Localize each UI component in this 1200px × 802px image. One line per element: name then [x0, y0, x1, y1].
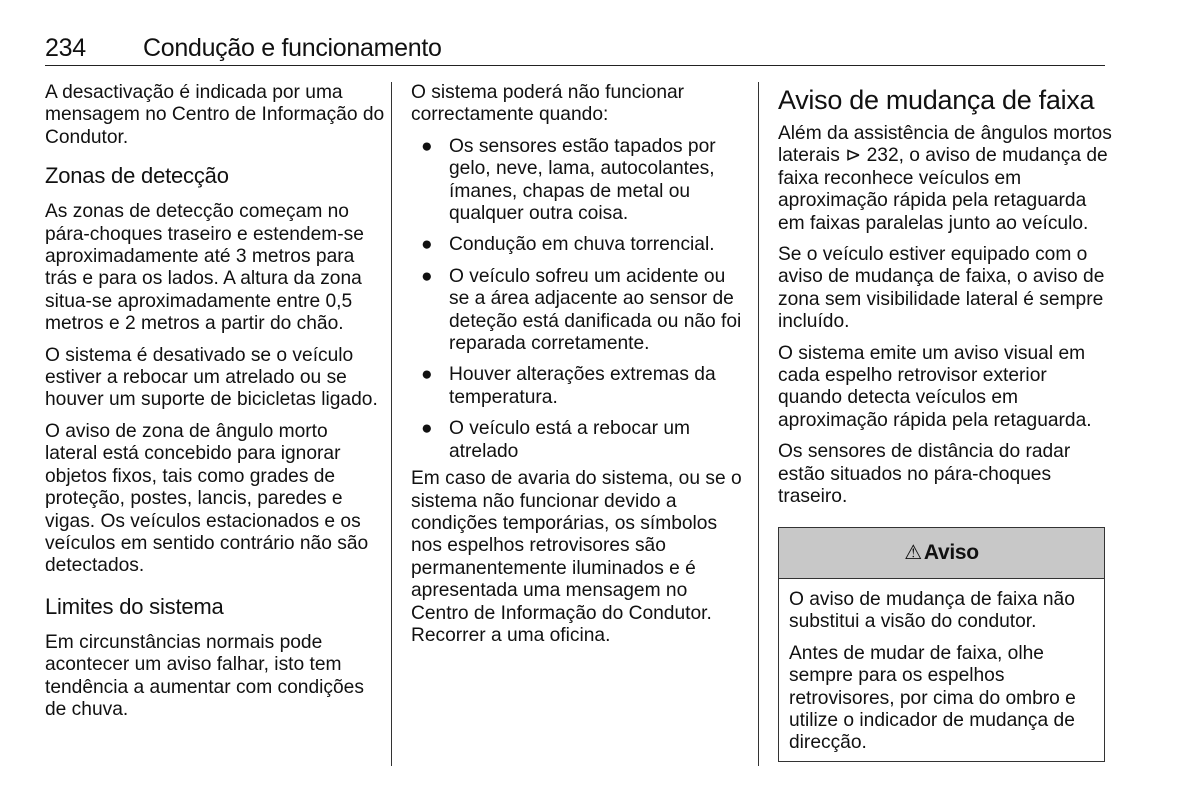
list-item: ● Houver alterações extremas da temperatura. [421, 364, 716, 408]
list-item: ● O veículo sofreu um acidente ou se a área adjacente ao sensor de deteção está danificada ou não foi reparada corretamente. [421, 265, 742, 355]
paragraph-zones: As zonas de detecção começam no pára-choques traseiro e estendem-se aproximadamente até 3 metros para trás e para os lados. A altura da zona situa-se aproximadamente entre 0,5 metros e 2 metros a partir do chão. [45, 201, 364, 335]
bullet-icon: ● [421, 265, 433, 287]
paragraph-intro-malfunction: O sistema poderá não funcionar correctamente quando: [411, 82, 685, 126]
paragraph-equipped: Se o veículo estiver equipado com o aviso de mudança de faixa, o aviso de zona sem visibilidade lateral é sempre incluído. [778, 244, 1105, 333]
paragraph-fixed-objects: O aviso de zona de ângulo morto lateral está concebido para ignorar objetos fixos, tais como grades de proteção, postes, lancis, paredes e vigas. Os veículos estacionados e os veículos em sentido contrário não são detectados. [45, 420, 369, 577]
column-divider [758, 82, 759, 766]
list-item: ● Condução em chuva torrencial. [421, 234, 715, 256]
paragraph-rain: Em circunstâncias normais pode acontecer um aviso falhar, isto tem tendência a aumentar com condições de chuva. [45, 631, 364, 720]
section-title: Condução e funcionamento [143, 34, 442, 62]
paragraph-system-fault: Em caso de avaria do sistema, ou se o sistema não funcionar devido a condições temporárias, os símbolos nos espelhos retrovisores são permanentemente iluminados e é apresentada uma mensagem no Centro de Informação do Condutor. Recorrer a uma oficina. [411, 468, 742, 646]
malfunction-list [411, 136, 746, 463]
warning-paragraph: O aviso de mudança de faixa não substitui a visão do condutor. [789, 589, 1075, 633]
column-left [45, 82, 385, 730]
paragraph-deactivation: A desactivação é indicada por uma mensagem no Centro de Informação do Condutor. [45, 82, 385, 148]
page-number: 234 [45, 34, 86, 62]
warning-title: Aviso [923, 541, 979, 564]
page-header [45, 33, 1105, 66]
page-reference-icon: ⊳ [845, 145, 862, 167]
paragraph-visual-alert: O sistema emite um aviso visual em cada espelho retrovisor exterior quando detecta veículos em aproximação rápida pela retaguarda. [778, 342, 1092, 431]
bullet-icon: ● [421, 418, 433, 440]
list-item: ● O veículo está a rebocar um atrelado [421, 418, 691, 462]
heading-lane-change-alert: Aviso de mudança de faixa [778, 85, 1095, 115]
column-divider [391, 82, 392, 766]
list-item: ● Os sensores estão tapados por gelo, neve, lama, autocolantes, ímanes, chapas de metal ou qualquer outra coisa. [421, 135, 716, 225]
column-right [778, 82, 1113, 518]
bullet-icon: ● [421, 135, 433, 157]
paragraph-trailer: O sistema é desativado se o veículo estiver a rebocar um atrelado ou se houver um suporte de bicicletas ligado. [45, 344, 378, 411]
warning-header [779, 528, 1104, 579]
heading-system-limits: Limites do sistema [45, 593, 224, 619]
paragraph-radar-sensors: Os sensores de distância do radar estão situados no pára-choques traseiro. [778, 441, 1071, 508]
warning-box [778, 527, 1105, 762]
bullet-icon: ● [421, 364, 433, 386]
warning-body [779, 579, 1104, 755]
column-middle [411, 82, 746, 656]
warning-paragraph: Antes de mudar de faixa, olhe sempre para os espelhos retrovisores, por cima do ombro e utilize o indicador de mudança de direcção. [789, 642, 1076, 754]
paragraph-lane-change-intro: Além da assistência de ângulos mortos laterais ⊳ 232, o aviso de mudança de faixa reconhece veículos em aproximação rápida pela retaguarda em faixas paralelas junto ao veículo. [778, 123, 1112, 234]
bullet-icon: ● [421, 234, 433, 256]
heading-detection-zones: Zonas de detecção [45, 163, 229, 189]
page-reference: 232 [866, 145, 899, 167]
warning-triangle-icon: ⚠ [904, 542, 922, 564]
